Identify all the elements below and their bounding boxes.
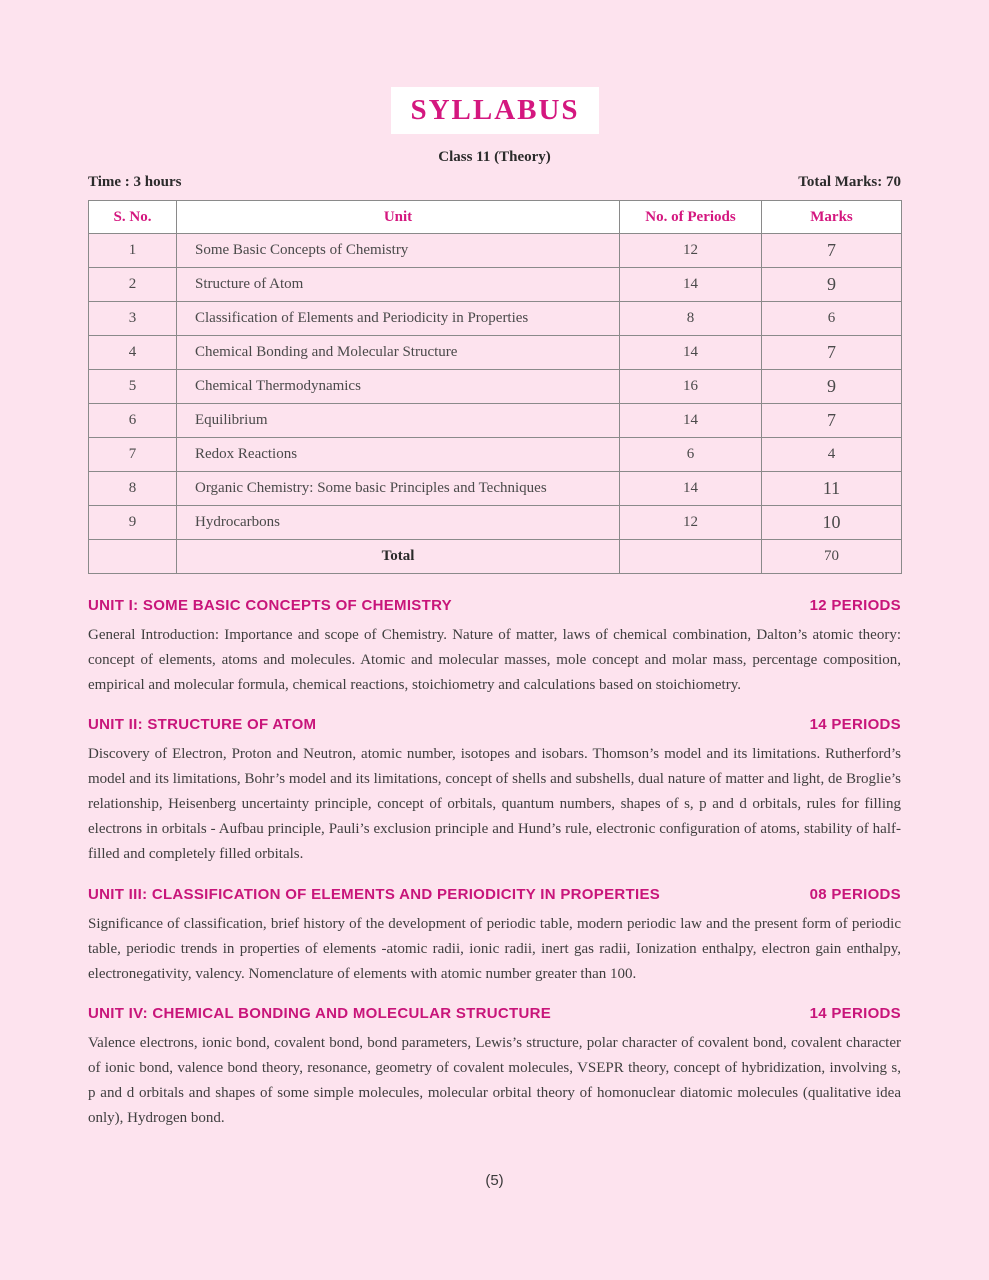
unit-2-body: Discovery of Electron, Proton and Neutron, atomic number, isotopes and isobars. Thomson’s model and its limitations. Rutherford’s model and its limitations, Bohr’s model and its limitations, concept of shells and subshells, dual nature of matter and light, de Broglie’s relationship, Heisenberg uncertainty principle, concept of orbitals, quantum numbers, shapes of s, p and d orbitals, rules for filling electrons in orbitals - Aufbau principle, Pauli’s exclusion principle and Hund’s rule, electronic configuration of atoms, stability of half-filled and completely filled orbitals.	[88, 746, 901, 862]
unit-3-body: Significance of classification, brief history of the development of periodic table, modern periodic law and the present form of periodic table, periodic trends in properties of elements -atomic radii, ionic radii, inert gas radii, Ionization enthalpy, electron gain enthalpy, electronegativity, valency. Nomenclature of elements with atomic number greater than 100.	[88, 916, 901, 982]
cell-unit: Structure of Atom	[177, 268, 620, 302]
table-row	[89, 404, 902, 438]
unit-title: UNIT I: SOME BASIC CONCEPTS OF CHEMISTRY	[88, 597, 452, 614]
unit-2-heading	[88, 716, 901, 733]
total-marks-value: 70	[762, 540, 902, 574]
table-row	[89, 336, 902, 370]
header-periods: No. of Periods	[620, 201, 762, 234]
cell-unit: Equilibrium	[177, 404, 620, 438]
unit-periods: 08 PERIODS	[809, 886, 901, 903]
cell-periods: 6	[620, 438, 762, 472]
unit-title: UNIT IV: CHEMICAL BONDING AND MOLECULAR STRUCTURE	[88, 1005, 552, 1022]
cell-unit: Classification of Elements and Periodicity in Properties	[177, 302, 620, 336]
table-header-row	[89, 201, 902, 234]
cell-marks: 7	[762, 336, 902, 370]
cell-unit: Redox Reactions	[177, 438, 620, 472]
cell-sno: 7	[89, 438, 177, 472]
cell-periods: 14	[620, 336, 762, 370]
unit-4-body: Valence electrons, ionic bond, covalent bond, bond parameters, Lewis’s structure, polar character of covalent bond, covalent character of ionic bond, valence bond theory, resonance, geometry of covalent molecules, VSEPR theory, concept of hybridization, involving s, p and d orbitals and shapes of some simple molecules, molecular orbital theory of homonuclear diatomic molecules (qualitative idea only), Hydrogen bond.	[88, 1035, 901, 1126]
page-title: SYLLABUS	[410, 94, 580, 126]
cell-sno: 4	[89, 336, 177, 370]
total-label: Total	[177, 540, 620, 574]
table-row	[89, 268, 902, 302]
unit-3-heading	[88, 886, 901, 903]
unit-title: UNIT III: CLASSIFICATION OF ELEMENTS AND PERIODICITY IN PROPERTIES	[88, 886, 661, 903]
cell-empty	[89, 540, 177, 574]
table-row	[89, 302, 902, 336]
cell-sno: 1	[89, 234, 177, 268]
exam-meta	[88, 174, 901, 191]
unit-periods: 14 PERIODS	[809, 1005, 901, 1022]
cell-periods: 16	[620, 370, 762, 404]
cell-sno: 2	[89, 268, 177, 302]
cell-periods: 14	[620, 268, 762, 302]
class-subtitle: Class 11 (Theory)	[438, 149, 551, 165]
cell-unit: Hydrocarbons	[177, 506, 620, 540]
exam-time: Time : 3 hours	[88, 174, 182, 190]
header-sno: S. No.	[89, 201, 177, 234]
cell-periods: 8	[620, 302, 762, 336]
cell-marks: 9	[762, 370, 902, 404]
table-total-row	[89, 540, 902, 574]
cell-marks: 9	[762, 268, 902, 302]
cell-marks: 4	[762, 438, 902, 472]
cell-sno: 8	[89, 472, 177, 506]
cell-periods: 12	[620, 506, 762, 540]
cell-marks: 11	[762, 472, 902, 506]
cell-marks: 10	[762, 506, 902, 540]
header-marks: Marks	[762, 201, 902, 234]
cell-unit: Some Basic Concepts of Chemistry	[177, 234, 620, 268]
table-row	[89, 438, 902, 472]
cell-marks: 7	[762, 404, 902, 438]
title-box	[391, 87, 599, 134]
table-row	[89, 472, 902, 506]
cell-unit: Organic Chemistry: Some basic Principles and Techniques	[177, 472, 620, 506]
unit-periods: 12 PERIODS	[809, 597, 901, 614]
page-number: (5)	[485, 1172, 504, 1189]
unit-periods: 14 PERIODS	[809, 716, 901, 733]
syllabus-table	[88, 200, 902, 574]
cell-sno: 3	[89, 302, 177, 336]
cell-periods: 14	[620, 404, 762, 438]
exam-total-marks: Total Marks: 70	[798, 174, 901, 190]
table-row	[89, 506, 902, 540]
header-unit: Unit	[177, 201, 620, 234]
table-row	[89, 234, 902, 268]
unit-title: UNIT II: STRUCTURE OF ATOM	[88, 716, 317, 733]
cell-periods: 14	[620, 472, 762, 506]
cell-empty	[620, 540, 762, 574]
cell-sno: 6	[89, 404, 177, 438]
cell-unit: Chemical Thermodynamics	[177, 370, 620, 404]
cell-marks: 6	[762, 302, 902, 336]
unit-1-heading	[88, 597, 901, 614]
unit-1-body: General Introduction: Importance and scope of Chemistry. Nature of matter, laws of chemical combination, Dalton’s atomic theory: concept of elements, atoms and molecules. Atomic and molecular masses, mole concept and molar mass, percentage composition, empirical and molecular formula, chemical reactions, stoichiometry and calculations based on stoichiometry.	[88, 627, 901, 693]
cell-marks: 7	[762, 234, 902, 268]
cell-sno: 5	[89, 370, 177, 404]
cell-unit: Chemical Bonding and Molecular Structure	[177, 336, 620, 370]
cell-sno: 9	[89, 506, 177, 540]
unit-4-heading	[88, 1005, 901, 1022]
table-row	[89, 370, 902, 404]
cell-periods: 12	[620, 234, 762, 268]
